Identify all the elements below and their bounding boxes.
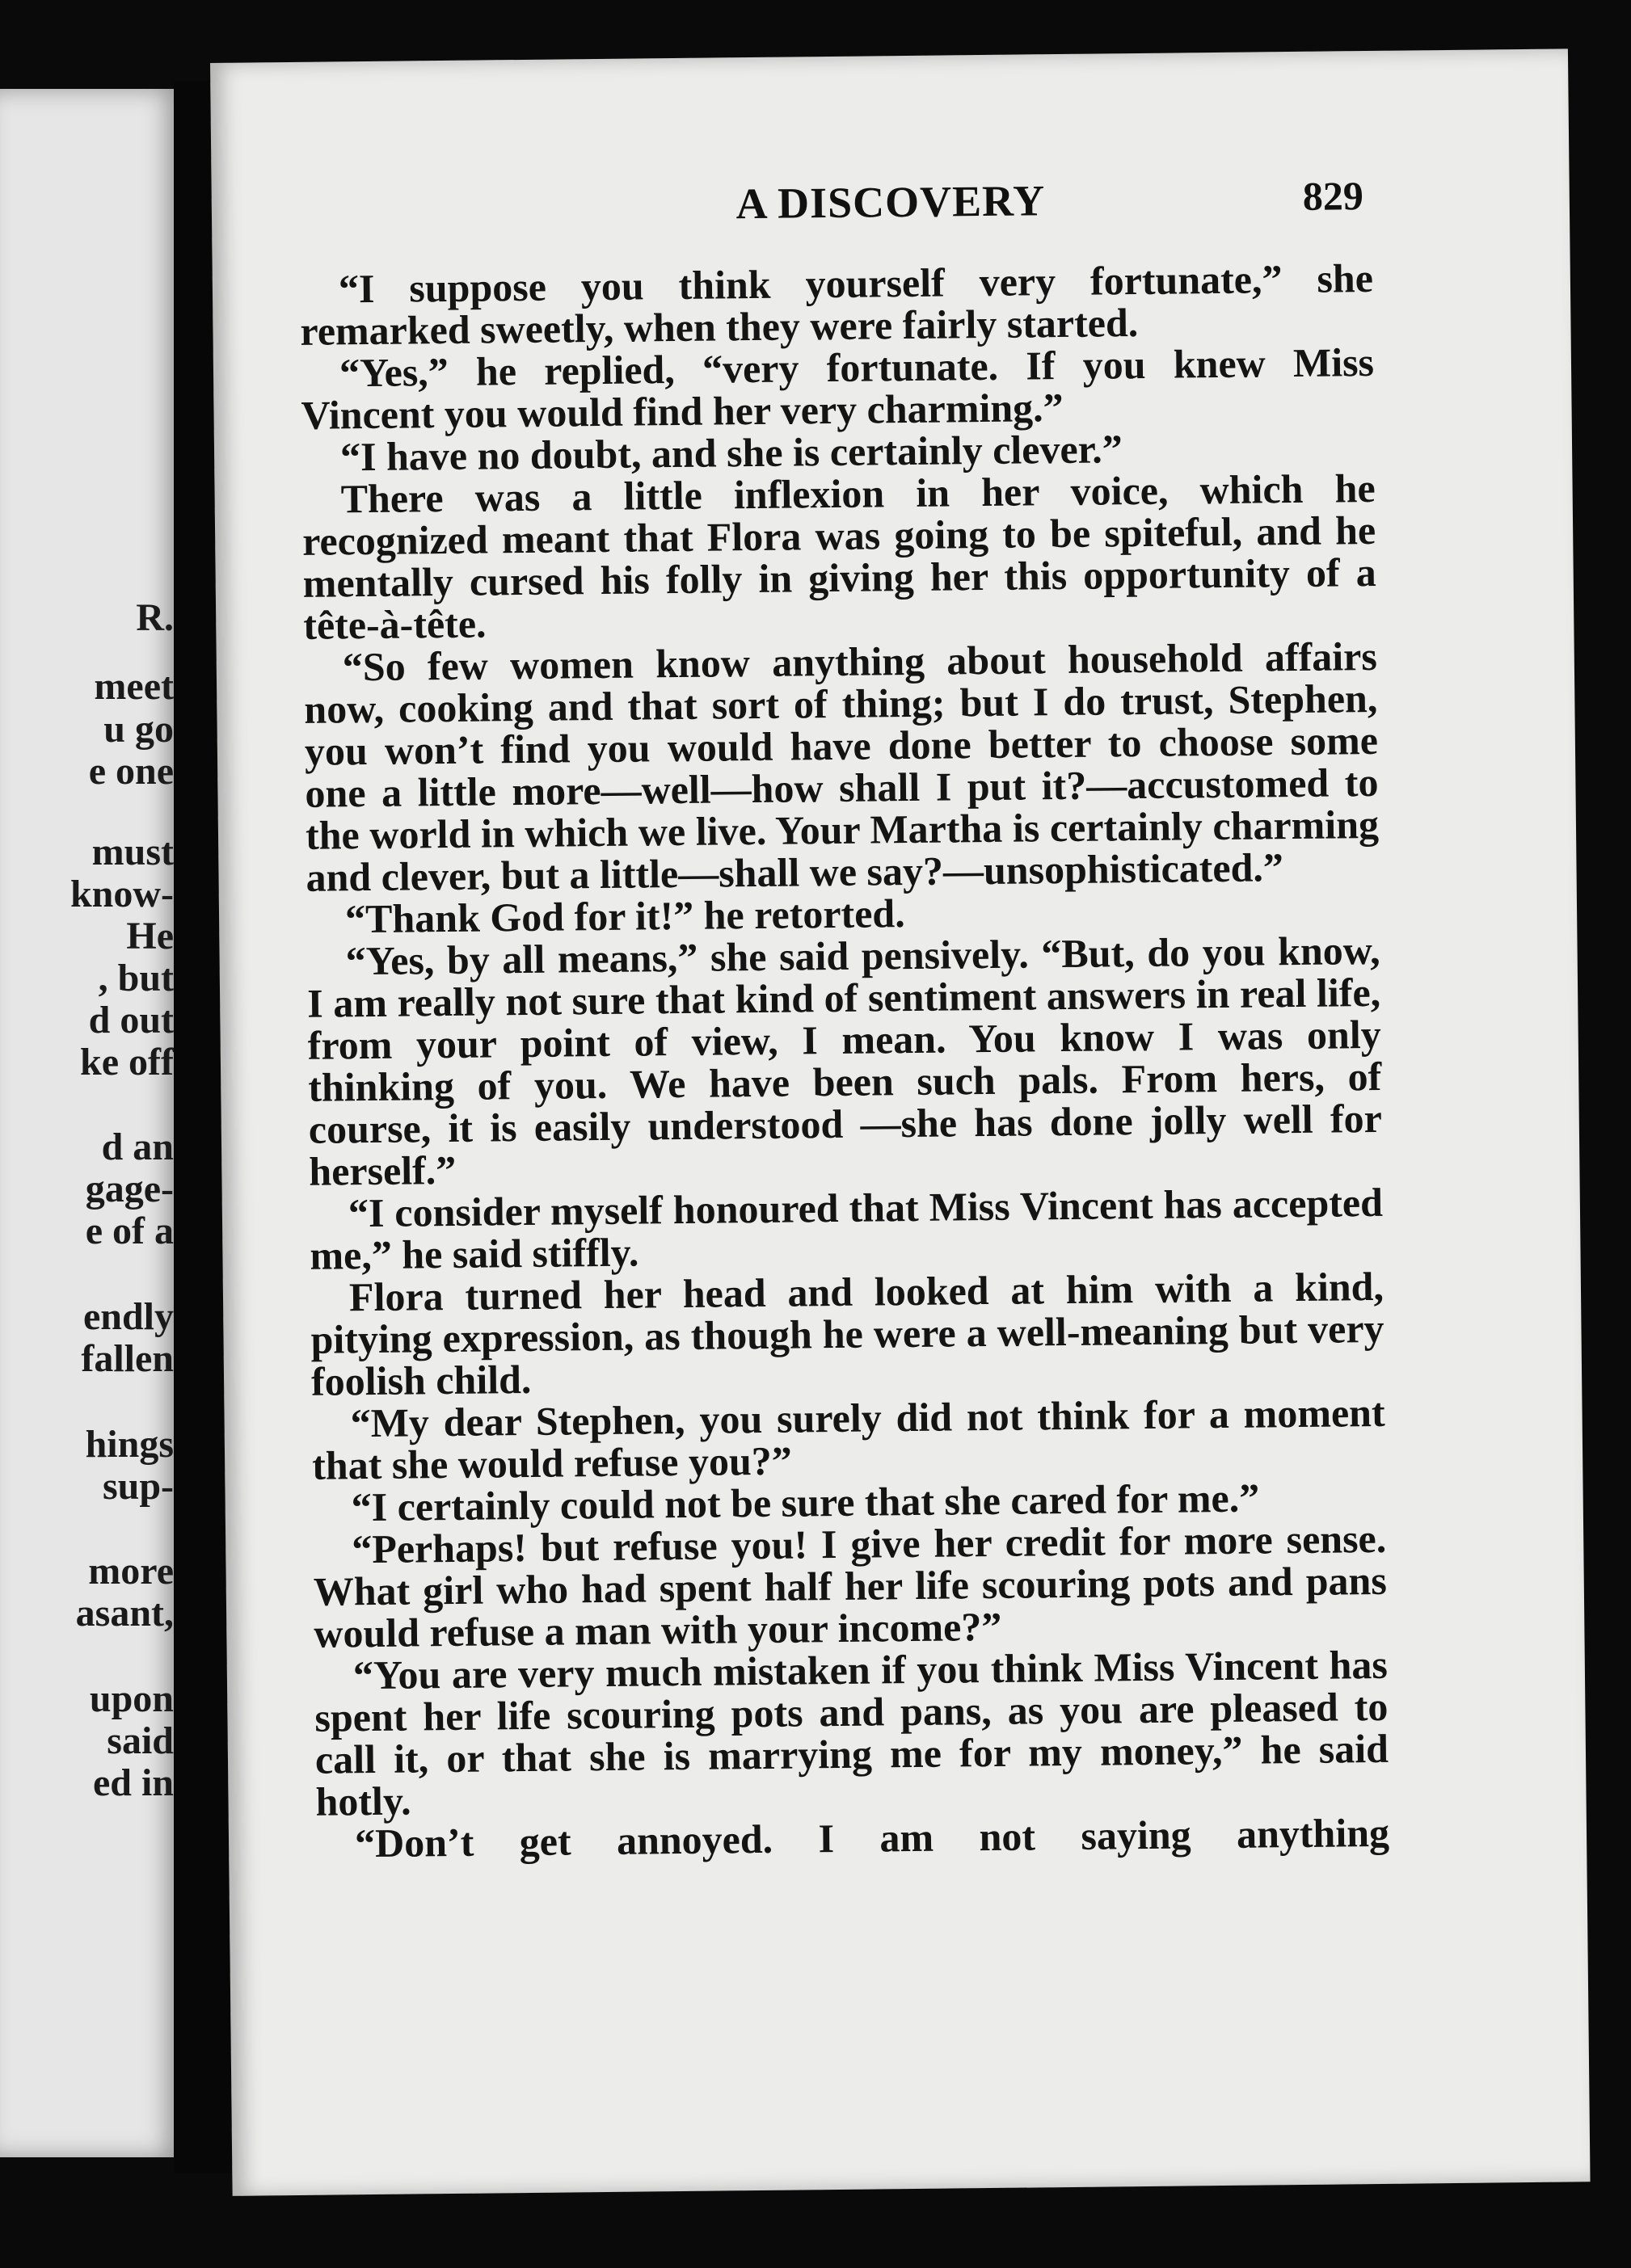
previous-page-text-fragment: gage- bbox=[85, 1168, 174, 1210]
paragraph: “My dear Stephen, you surely did not think for a moment that she would refuse you?” bbox=[311, 1389, 1385, 1488]
previous-page-text-fragment: ed in bbox=[92, 1761, 174, 1804]
paragraph: “I suppose you think yourself very fortunate,” she remarked sweetly, when they were fairly started. bbox=[300, 255, 1374, 354]
paragraph: “I consider myself honoured that Miss Vincent has accepted me,” he said stiffly. bbox=[310, 1179, 1384, 1278]
previous-page-text-fragment: more bbox=[88, 1550, 174, 1593]
paragraph: “Perhaps! but refuse you! I give her credit for more sense. What girl who had spent half her life scouring pots and pans would refuse a man with your income?” bbox=[313, 1515, 1388, 1656]
page-number: 829 bbox=[1302, 173, 1364, 219]
previous-page-text-fragment: must bbox=[91, 831, 174, 873]
running-title: A DISCOVERY bbox=[735, 176, 1046, 229]
body-text bbox=[300, 257, 1390, 1865]
paragraph: “Yes,” he replied, “very fortunate. If you knew Miss Vincent you would find her very charming.” bbox=[301, 339, 1375, 438]
paragraph: “Yes, by all means,” she said pensively. “But, do you know, I am really not sure that kind of sentiment answers in real life, from your point of view, I mean. You know I was only thinking of you. We have been such pals. From hers, of course, it is easily understood —she has done jolly well for herself.” bbox=[306, 927, 1383, 1194]
previous-page-text-fragment: , but bbox=[98, 957, 174, 999]
previous-page-text-fragment: meet bbox=[94, 665, 174, 708]
previous-page-text-fragment: He bbox=[126, 915, 174, 957]
previous-page-fragment bbox=[0, 89, 182, 2157]
previous-page-text-fragment: sup- bbox=[102, 1465, 174, 1508]
previous-page-text-fragment: upon bbox=[89, 1677, 174, 1720]
page-header bbox=[212, 170, 1570, 241]
book-page bbox=[210, 48, 1591, 2195]
paragraph: “Don’t get annoyed. I am not saying anything bbox=[354, 1809, 1390, 1866]
paragraph: “I have no doubt, and she is certainly clever.” bbox=[339, 426, 1123, 480]
previous-page-text-fragment: asant, bbox=[75, 1592, 174, 1635]
previous-page-text-fragment: R. bbox=[136, 596, 174, 639]
previous-page-text-fragment: u go bbox=[103, 708, 174, 751]
previous-page-text-fragment: said bbox=[107, 1719, 174, 1762]
previous-page-text-fragment: e of a bbox=[85, 1210, 174, 1252]
paragraph: “You are very much mistaken if you think Miss Vincent has spent her life scouring pots and pans, as you are pleased to call it, or that she is marrying me for my money,” he said hotly. bbox=[314, 1641, 1389, 1824]
previous-page-text-fragment: endly bbox=[82, 1295, 174, 1338]
paragraph: There was a little inflexion in her voice, which he recognized meant that Flora was going to be spiteful, and he mentally cursed his folly in giving her this opportunity of a tête-à-tête. bbox=[301, 465, 1376, 648]
previous-page-text-fragment: hings bbox=[85, 1423, 174, 1466]
paragraph: “So few women know anything about household affairs now, cooking and that sort of thing; but I do trust, Stephen, you won’t find you would have done better to choose some one a little more—well—how shall I put it?—accustomed to the world in which we live. Your Martha is certainly charming and clever, but a little—shall we say?—unsophisticated.” bbox=[304, 633, 1380, 900]
previous-page-text-fragment: ke off bbox=[80, 1041, 174, 1084]
previous-page-text-fragment: know- bbox=[70, 873, 174, 915]
paragraph: “Thank God for it!” he retorted. bbox=[344, 890, 905, 942]
previous-page-text-fragment: d out bbox=[88, 999, 174, 1041]
previous-page-text-fragment: e one bbox=[88, 750, 174, 793]
previous-page-text-fragment: d an bbox=[101, 1126, 174, 1168]
paragraph: “I certainly could not be sure that she cared for me.” bbox=[351, 1475, 1260, 1530]
previous-page-text-fragment: fallen bbox=[81, 1337, 174, 1380]
paragraph: Flora turned her head and looked at him with a kind, pitying expression, as though he were a well-meaning but very foolish child. bbox=[310, 1263, 1384, 1404]
